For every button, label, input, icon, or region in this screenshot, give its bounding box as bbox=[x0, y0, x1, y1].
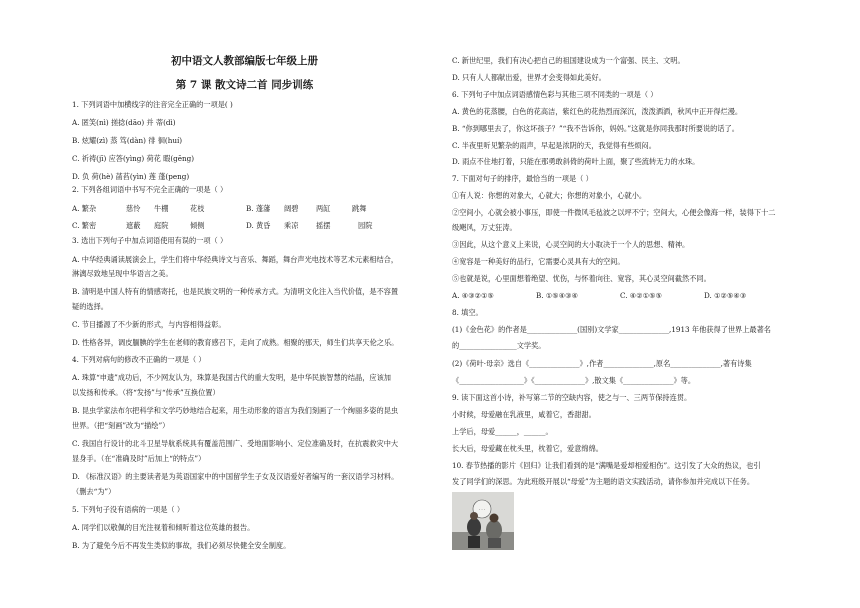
q9-poem-line-2: 上学后，母爱______，______。 bbox=[452, 427, 553, 436]
question-1: 1. 下列词语中加横线字的注音完全正确的一项是( ) bbox=[72, 100, 233, 109]
question-10-line-2: 发了同学们的深思。为此班级开展以“母爱”为主题的语文实践活动，请你参加并完成以下任务。 bbox=[452, 477, 755, 486]
q4-option-d-line-1: D. 《标准汉语》的主要读者是为英语国家中的中国留学生子女及汉语爱好者编写的一套汉语学习材料。 bbox=[72, 472, 399, 481]
question-3: 3. 选出下列句子中加点词语使用有误的一项（ ） bbox=[72, 236, 228, 245]
q7-sentence-2-line-1: ②空间小，心就会被小事压，即使一件微风毛毡波之以坪不宁；空间大，心便会像海一样，装得下十二 bbox=[452, 208, 776, 217]
q6-option-c: C. 半夜里听见繁杂的雨声，早起是浓阴的天，我觉得有些烦闷。 bbox=[452, 141, 656, 150]
q8-item-2-line-2: 《__________________》《______________》,散文集《______________》等。 bbox=[452, 376, 696, 385]
question-7: 7. 下面对句子的排序，最恰当的一项是（ ） bbox=[452, 174, 593, 183]
question-5: 5. 下列句子没有语病的一项是（ ） bbox=[72, 505, 185, 514]
q7-sentence-3: ③因此，从这个意义上来说，心灵空间的大小取决于一个人的思想、精神。 bbox=[452, 240, 690, 249]
svg-text:· · ·: · · · bbox=[478, 507, 486, 512]
q4-option-c-line-2: 显身手。（在“准确及时”后加上“的特点”） bbox=[72, 454, 206, 463]
q3-option-b-line-2: 疑的选择。 bbox=[72, 302, 108, 311]
q2-option-d-word-4: 园院 bbox=[358, 221, 373, 230]
q2-option-c-word-1: C. 繁密 bbox=[72, 221, 97, 230]
q2-option-c-word-3: 庭院 bbox=[154, 221, 169, 230]
q3-option-a-line-1: A. 中华经典诵读展演会上，学生们将中华经典诗文与音乐、舞蹈，舞台声光电技术等艺术元素相结合， bbox=[72, 255, 399, 264]
q6-option-d: D. 雨点不住地打着，只能在那勇敢斜倚的荷叶上面，聚了些流转无力的水珠。 bbox=[452, 157, 700, 166]
q3-option-c: C. 节目播源了不少新的形式，与内容相得益彰。 bbox=[72, 320, 226, 329]
q2-option-a-word-1: A. 繁杂 bbox=[72, 204, 97, 213]
question-8: 8. 填空。 bbox=[452, 308, 483, 317]
q4-option-a-line-1: A. 珠算“申遗”成功后，不少网友认为，珠算是我国古代的重大发明，是中华民族智慧的结晶，应该加 bbox=[72, 373, 391, 382]
q2-option-b-word-4: 跳舞 bbox=[352, 204, 367, 213]
q7-option-b: B. ①⑤④③④ bbox=[536, 291, 579, 300]
question-4: 4. 下列对病句的修改不正确的一项是（ ） bbox=[72, 355, 206, 364]
q5-option-a: A. 同学们以敬佩的目光注视着和倾听着这位英雄的报告。 bbox=[72, 523, 255, 532]
question-10-line-1: 10. 春节热播的影片《回归》让我们看到的是“满嘴是爱却相爱相伤”。这引发了大众的热议，也引 bbox=[452, 461, 761, 470]
q7-sentence-5: ⑤也就是说，心里面想着绝望、忧伤，与怀着向往、宽容，其心灵空间截然不同。 bbox=[452, 274, 711, 283]
q7-option-a: A. ④③②①⑤ bbox=[452, 291, 494, 300]
lesson-title: 第 7 课 散文诗二首 同步训练 bbox=[175, 79, 314, 91]
q1-option-a: A. 匿笑(nì) 搓捻(dāo) 并 蒂(dì) bbox=[72, 118, 176, 127]
q2-option-a-word-4: 花枝 bbox=[190, 204, 205, 213]
q3-option-b-line-1: B. 清明是中国人特有的情感寄托，也是民族文明的一种传承方式。为清明文化注入当代价值，是不容置 bbox=[72, 287, 399, 296]
page-title: 初中语文人教部编版七年级上册 bbox=[171, 55, 318, 67]
q7-sentence-2-line-2: 级飓风，万丈狂涛。 bbox=[452, 223, 517, 232]
q2-option-c-word-2: 遮蔽 bbox=[126, 221, 141, 230]
q9-poem-line-1: 小时候，母爱融在乳液里，咸着它，香甜甜。 bbox=[452, 410, 596, 419]
q8-item-1-line-1: (1)《金色花》的作者是______________(国别)文学家______________,1913 年他获得了世界上最著名 bbox=[452, 325, 771, 334]
q2-option-b-word-3: 两缸 bbox=[316, 204, 331, 213]
q2-option-c-word-4: 倾侧 bbox=[190, 221, 205, 230]
q7-sentence-4: ④宽容是一种美好的品行，它需要心灵具有大的空间。 bbox=[452, 257, 625, 266]
question-6: 6. 下列句子中加点词语感情色彩与其他三项不同类的一项是（ ） bbox=[452, 90, 658, 99]
q2-option-d-word-1: D. 黄昏 bbox=[246, 221, 271, 230]
q2-option-a-word-3: 牛棚 bbox=[154, 204, 169, 213]
mother-child-illustration bbox=[452, 492, 514, 550]
q7-option-d: D. ①②⑤④③ bbox=[704, 291, 747, 300]
q4-option-c-line-1: C. 我国自行设计的北斗卫星导航系统具有覆盖范围广、受地面影响小、定位准确及时，在抗震救灾中大 bbox=[72, 439, 399, 448]
q4-option-b-line-2: 世界。（把“刻画”改为“描绘”） bbox=[72, 421, 170, 430]
q1-option-c: C. 祈祷(jī) 应答(yìng) 荷花 暇(gēng) bbox=[72, 154, 195, 163]
question-2: 2. 下列各组词语中书写不完全正确的一项是（ ） bbox=[72, 185, 228, 194]
q4-option-b-line-1: B. 昆虫学家法布尔把科学和文学巧妙地结合起来，用生动形象的语言为我们刻画了一个绚丽多姿的昆虫 bbox=[72, 406, 399, 415]
q2-option-b-word-2: 阔碧 bbox=[284, 204, 299, 213]
q7-sentence-1: ①有人说：你想的对象大，心就大；你想的对象小，心就小。 bbox=[452, 191, 647, 200]
q6-option-b: B. “你到哪里去了，你这坏孩子？”“我不告诉你，妈妈。”这就是你同我那时所要说的话了。 bbox=[452, 124, 739, 133]
q1-option-b: B. 炫耀(zì) 蒸 笃(dàn) 徘 徊(huí) bbox=[72, 136, 183, 145]
q2-option-d-word-2: 乘凉 bbox=[284, 221, 299, 230]
q5-option-d: D. 只有人人都献出爱，世界才会变得如此美好。 bbox=[452, 73, 606, 82]
q2-option-b-word-1: B. 蓬藩 bbox=[246, 204, 271, 213]
q3-option-d: D. 性格各异，调皮腼腆的学生在老师的教育感召下，走向了成熟。相聚的那天，师生们共享天伦之乐。 bbox=[72, 338, 399, 347]
q5-option-b: B. 为了避免今后不再发生类似的事故，我们必须尽快健全安全制度。 bbox=[72, 541, 291, 550]
q7-option-c: C. ④②①⑤⑤ bbox=[620, 291, 663, 300]
q5-option-c: C. 新世纪里，我们有决心把自己的祖国建设成为一个富强、民主、文明。 bbox=[452, 56, 685, 65]
q2-option-d-word-3: 摇摆 bbox=[316, 221, 331, 230]
question-9: 9. 读下面这首小诗，补写第二节的空缺内容，使之与一、三两节保持连贯。 bbox=[452, 393, 692, 402]
q3-option-a-line-2: 淋漓尽致地呈现中华语言之美。 bbox=[72, 269, 173, 278]
q9-poem-line-3: 长大后，母爱藏在枕头里，枕着它，爱意绵绵。 bbox=[452, 444, 603, 453]
q1-option-d: D. 负 荷(hè) 菡萏(yìn) 莲 蓬(peng) bbox=[72, 172, 190, 181]
q4-option-d-line-2: （删去“为”） bbox=[72, 487, 116, 496]
q2-option-a-word-2: 慈怜 bbox=[126, 204, 141, 213]
q8-item-1-line-2: 的________________文学奖。 bbox=[452, 341, 546, 350]
q8-item-2-line-1: (2)《荷叶·母亲》选自《______________》,作者______________,原名______________,著有诗集 bbox=[452, 359, 752, 368]
q6-option-a: A. 黄色的花蒸腰，白色的花高洁，紫红色的花热烈而深沉，泼泼洒洒，秋风中正开得烂漫。 bbox=[452, 107, 743, 116]
q4-option-a-line-2: 以发扬和传承。（将“发扬”与“传承”互换位置） bbox=[72, 388, 220, 397]
